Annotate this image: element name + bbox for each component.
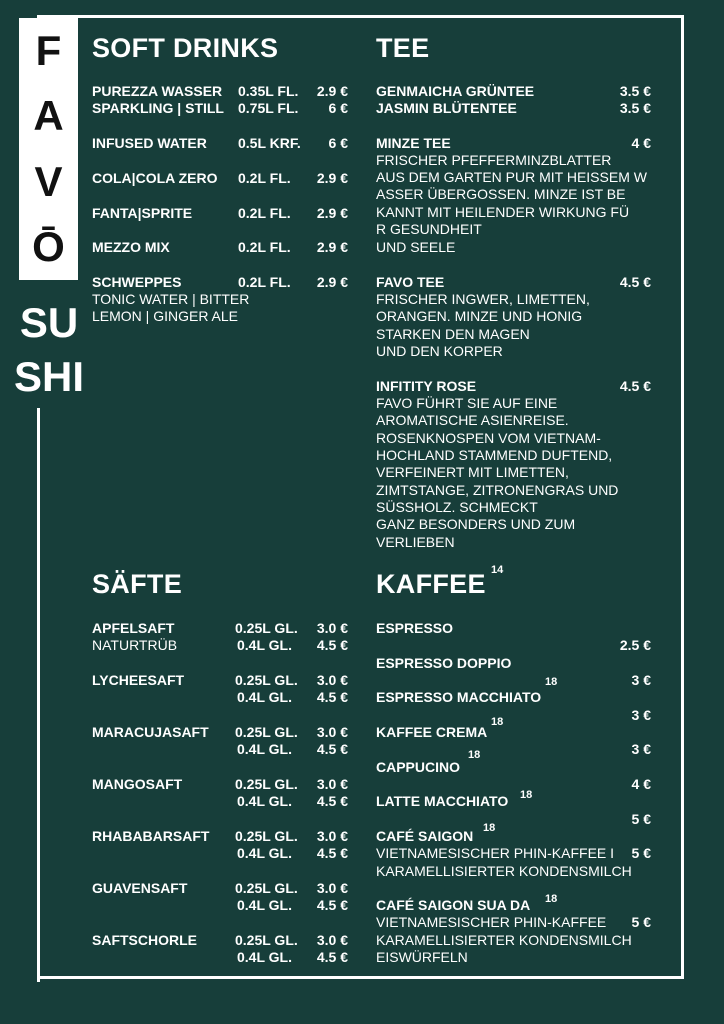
kaffee-item-name: KAFFEE CREMA: [376, 724, 488, 740]
saft-item-price: 4.5 €: [316, 949, 348, 965]
soft-item-size: 0.2L FL.: [238, 239, 291, 255]
kaffee-item-desc: VIETNAMESISCHER PHIN-KAFFEE: [376, 914, 607, 930]
tee-item-desc: VERLIEBEN: [376, 534, 455, 550]
kaffee-item-price: 2.5 €: [619, 637, 651, 653]
kaffee-item-price: 3 €: [631, 707, 651, 723]
tee-item-desc: FRISCHER PFEFFERMINZBLATTER: [376, 152, 612, 168]
saft-item-size: 0.4L GL.: [237, 897, 292, 913]
tee-item-desc: HOCHLAND STAMMEND DUFTEND,: [376, 447, 613, 463]
kaffee-item-desc: KARAMELLISIERTER KONDENSMILCH: [376, 863, 632, 879]
tee-item-desc: ROSENKNOSPEN VOM VIETNAM-: [376, 430, 601, 446]
tee-item-name: JASMIN BLÜTENTEE: [376, 100, 517, 116]
kaffee-item-sup: 18: [545, 893, 558, 905]
soft-item-price: 2.9 €: [316, 239, 348, 255]
tee-item-desc: KANNT MIT HEILENDER WIRKUNG FÜ: [376, 204, 630, 220]
kaffee-item-sup: 18: [545, 676, 558, 688]
logo-letter: A: [33, 92, 64, 140]
saft-item-price: 3.0 €: [316, 828, 348, 844]
soft-item-size: 0.2L FL.: [238, 205, 291, 221]
logo-letter: F: [35, 26, 62, 74]
tee-item-desc: ASSER ÜBERGOSSEN. MINZE IST BE: [376, 186, 626, 202]
saft-item-price: 3.0 €: [316, 932, 348, 948]
kaffee-item-name: CAFÉ SAIGON SUA DA: [376, 897, 531, 913]
soft-item-name: PUREZZA WASSER: [92, 83, 223, 99]
tee-item-name: GENMAICHA GRÜNTEE: [376, 83, 535, 99]
saft-item-size: 0.25L GL.: [235, 724, 298, 740]
kaffee-item-name: CAPPUCINO: [376, 759, 461, 775]
saft-item-price: 4.5 €: [316, 741, 348, 757]
saft-item-size: 0.25L GL.: [235, 776, 298, 792]
saft-item-size: 0.4L GL.: [237, 637, 292, 653]
saft-item-name: GUAVENSAFT: [92, 880, 188, 896]
tee-item-desc: VERFEINERT MIT LIMETTEN,: [376, 464, 569, 480]
tee-item-desc: FRISCHER INGWER, LIMETTEN,: [376, 291, 590, 307]
soft-item-name: INFUSED WATER: [92, 135, 207, 151]
saft-item-price: 4.5 €: [316, 793, 348, 809]
saft-item-size: 0.4L GL.: [237, 689, 292, 705]
logo-sushi-line: SHI: [13, 353, 84, 400]
saft-item-price: 4.5 €: [316, 845, 348, 861]
tee-item-price: 3.5 €: [619, 83, 651, 99]
kaffee-item-desc: VIETNAMESISCHER PHIN-KAFFEE I: [376, 845, 615, 861]
kaffee-item-name: ESPRESSO: [376, 620, 454, 636]
saft-item-price: 4.5 €: [316, 637, 348, 653]
saft-item-price: 4.5 €: [316, 897, 348, 913]
kaffee-item-desc: EISWÜRFELN: [376, 949, 468, 965]
soft-item-price: 2.9 €: [316, 274, 348, 290]
logo: [19, 18, 78, 280]
soft-item-name: SCHWEPPES: [92, 274, 182, 290]
tee-item-desc: FAVO FÜHRT SIE AUF EINE: [376, 395, 558, 411]
soft-item-name: MEZZO MIX: [92, 239, 170, 255]
tee-item-price: 4.5 €: [619, 378, 651, 394]
kaffee-item-sup: 18: [483, 822, 496, 834]
logo-sushi-line: SU: [19, 299, 79, 346]
saft-item-size: 0.4L GL.: [237, 845, 292, 861]
kaffee-item-name: ESPRESSO DOPPIO: [376, 655, 512, 671]
saft-item-size: 0.25L GL.: [235, 828, 298, 844]
soft-item-size: 0.75L FL.: [238, 100, 299, 116]
tee-item-price: 3.5 €: [619, 100, 651, 116]
kaffee-item-price: 4 €: [631, 776, 651, 792]
soft-item-desc: LEMON | GINGER ALE: [92, 308, 239, 324]
soft-item-price: 6 €: [328, 135, 348, 151]
soft-item-size: 0.5L KRF.: [238, 135, 301, 151]
tee-heading: TEE: [376, 33, 430, 63]
tee-item-desc: UND DEN KORPER: [376, 343, 503, 359]
kaffee-item-price: 3 €: [631, 741, 651, 757]
saft-item-size: 0.25L GL.: [235, 672, 298, 688]
tee-item-desc: GANZ BESONDERS UND ZUM: [376, 516, 576, 532]
soft-item-size: 0.2L FL.: [238, 274, 291, 290]
saft-item-price: 3.0 €: [316, 620, 348, 636]
kaffee-heading: KAFFEE: [376, 569, 486, 599]
logo-sushi: [12, 296, 86, 404]
soft-item-name: FANTA|SPRITE: [92, 205, 193, 221]
tee-item-name: FAVO TEE: [376, 274, 445, 290]
saft-item-name: LYCHEESAFT: [92, 672, 185, 688]
saft-item-name: MANGOSAFT: [92, 776, 183, 792]
soft-item-name: SPARKLING | STILL: [92, 100, 224, 116]
soft-item-size: 0.2L FL.: [238, 170, 291, 186]
tee-item-desc: ZIMTSTANGE, ZITRONENGRAS UND: [376, 482, 619, 498]
saft-item-price: 3.0 €: [316, 724, 348, 740]
soft-item-name: COLA|COLA ZERO: [92, 170, 218, 186]
tee-item-name: INFITITY ROSE: [376, 378, 477, 394]
saft-item-price: 3.0 €: [316, 776, 348, 792]
kaffee-item-sup: 18: [468, 749, 481, 761]
kaffee-item-price: 5 €: [631, 914, 651, 930]
tee-item-desc: ORANGEN. MINZE UND HONIG: [376, 308, 583, 324]
saft-item-sub: NATURTRÜB: [92, 637, 178, 653]
saft-item-name: SAFTSCHORLE: [92, 932, 197, 948]
kaffee-item-desc: KARAMELLISIERTER KONDENSMILCH: [376, 932, 632, 948]
soft-item-price: 2.9 €: [316, 83, 348, 99]
saft-item-price: 3.0 €: [316, 672, 348, 688]
saft-item-name: RHABABARSAFT: [92, 828, 210, 844]
tee-item-price: 4 €: [631, 135, 651, 151]
soft-item-price: 2.9 €: [316, 170, 348, 186]
soft-item-price: 6 €: [328, 100, 348, 116]
soft-item-size: 0.35L FL.: [238, 83, 299, 99]
tee-item-desc: SÜSSHOLZ. SCHMECKT: [376, 499, 538, 515]
frame-left-line: [37, 408, 40, 982]
tee-item-desc: AROMATISCHE ASIENREISE.: [376, 412, 569, 428]
saft-item-size: 0.25L GL.: [235, 932, 298, 948]
logo-letter: Ō: [32, 223, 65, 271]
kaffee-item-price: 5 €: [631, 811, 651, 827]
saft-item-name: APFELSAFT: [92, 620, 175, 636]
saft-item-name: MARACUJASAFT: [92, 724, 209, 740]
kaffee-item-name: CAFÉ SAIGON: [376, 828, 474, 844]
tee-item-desc: R GESUNDHEIT: [376, 221, 482, 237]
saft-item-size: 0.25L GL.: [235, 620, 298, 636]
kaffee-item-sup: 18: [520, 789, 533, 801]
saefte-heading: SÄFTE: [92, 569, 183, 599]
kaffee-item-name: ESPRESSO MACCHIATO: [376, 689, 542, 705]
kaffee-item-name: LATTE MACCHIATO: [376, 793, 509, 809]
tee-item-desc: STARKEN DEN MAGEN: [376, 326, 530, 342]
soft-item-desc: TONIC WATER | BITTER: [92, 291, 250, 307]
kaffee-item-sup: 18: [491, 716, 504, 728]
kaffee-item-price: 5 €: [631, 845, 651, 861]
soft-drinks-heading: SOFT DRINKS: [92, 33, 279, 63]
tee-item-name: MINZE TEE: [376, 135, 451, 151]
logo-letter: V: [34, 157, 63, 205]
saft-item-price: 4.5 €: [316, 689, 348, 705]
saft-item-size: 0.4L GL.: [237, 793, 292, 809]
saft-item-size: 0.25L GL.: [235, 880, 298, 896]
tee-item-desc: AUS DEM GARTEN PUR MIT HEISSEM W: [376, 169, 647, 185]
tee-item-price: 4.5 €: [619, 274, 651, 290]
saft-item-price: 3.0 €: [316, 880, 348, 896]
soft-item-price: 2.9 €: [316, 205, 348, 221]
tee-item-desc: UND SEELE: [376, 239, 456, 255]
saft-item-size: 0.4L GL.: [237, 949, 292, 965]
kaffee-item-price: 3 €: [631, 672, 651, 688]
kaffee-heading-sup: 14: [491, 564, 504, 576]
saft-item-size: 0.4L GL.: [237, 741, 292, 757]
